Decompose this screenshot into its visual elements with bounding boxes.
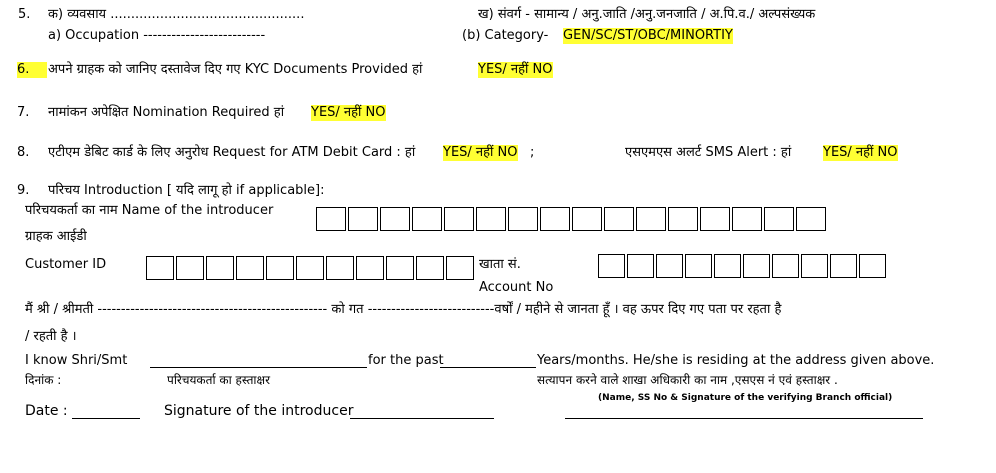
- introduction-label: परिचय Introduction [ यदि लागू हो if applicable]:: [48, 183, 325, 198]
- verifier-label: (Name, SS No & Signature of the verifying Branch official): [598, 393, 893, 403]
- item-number-8: 8.: [17, 145, 30, 160]
- introducer-signature-label: Signature of the introducer: [164, 403, 354, 419]
- account-no-label-hindi: खाता सं.: [479, 257, 521, 272]
- declaration-hindi-line-1: मैं श्री / श्रीमती ------------------------------------------------- को गत ---------------------------वर्षों / महीने से जानता हूँ । वह ऊपर दिए गए पता पर रहता है: [25, 302, 782, 317]
- occupation-label-hindi: क) व्यवसाय ...............................................: [48, 7, 305, 22]
- duration-line[interactable]: [440, 367, 536, 368]
- introducer-name-field[interactable]: [316, 207, 828, 231]
- nomination-label: नामांकन अपेक्षित Nomination Required हां: [48, 105, 285, 120]
- customer-id-label: Customer ID: [25, 257, 107, 272]
- account-no-label: Account No: [479, 280, 554, 295]
- item-number-9: 9.: [17, 183, 30, 198]
- date-label: Date :: [25, 403, 68, 419]
- occupation-label: a) Occupation --------------------------: [48, 28, 266, 43]
- date-line[interactable]: [72, 418, 140, 419]
- category-options[interactable]: GEN/SC/ST/OBC/MINORTIY: [563, 28, 733, 43]
- kyc-yes-no-options[interactable]: YES/ नहीं NO: [478, 62, 553, 77]
- customer-id-field[interactable]: [146, 256, 476, 280]
- sms-alert-label: एसएमएस अलर्ट SMS Alert : हां: [625, 145, 792, 160]
- category-label: (b) Category-: [462, 28, 549, 43]
- declaration-hindi-line-2: / रहती है ।: [25, 329, 77, 344]
- verifier-label-hindi: सत्यापन करने वाले शाखा अधिकारी का नाम ,एसएस नं एवं हस्ताक्षर .: [537, 373, 838, 387]
- atm-semicolon: ;: [530, 145, 535, 160]
- introducer-signature-line[interactable]: [350, 418, 494, 419]
- category-label-hindi: ख) संवर्ग - सामान्य / अनु.जाति /अनु.जनजाति / अ.पि.व./ अल्पसंख्यक: [478, 7, 816, 22]
- introducee-name-line[interactable]: [150, 367, 367, 368]
- declaration-prefix: I know Shri/Smt: [25, 353, 128, 368]
- item-number-7: 7.: [17, 105, 30, 120]
- date-label-hindi: दिनांक :: [25, 373, 62, 387]
- item-number-5: 5.: [18, 7, 31, 22]
- account-no-field[interactable]: [598, 254, 888, 278]
- customer-id-label-hindi: ग्राहक आईडी: [25, 229, 87, 244]
- nomination-yes-no-options[interactable]: YES/ नहीं NO: [311, 105, 386, 120]
- introducer-signature-label-hindi: परिचयकर्ता का हस्ताक्षर: [167, 373, 271, 387]
- declaration-for-the-past: for the past: [368, 353, 444, 368]
- introducer-name-label: परिचयकर्ता का नाम Name of the introducer: [25, 203, 274, 218]
- kyc-documents-label: अपने ग्राहक को जानिए दस्तावेज दिए गए KYC Documents Provided हां: [48, 62, 423, 77]
- atm-yes-no-options[interactable]: YES/ नहीं NO: [443, 145, 518, 160]
- item-number-6: 6.: [17, 62, 47, 78]
- atm-card-label: एटीएम डेबिट कार्ड के लिए अनुरोध Request for ATM Debit Card : हां: [48, 145, 416, 160]
- sms-yes-no-options[interactable]: YES/ नहीं NO: [823, 145, 898, 160]
- declaration-suffix: Years/months. He/she is residing at the address given above.: [537, 353, 935, 368]
- verifier-signature-line[interactable]: [565, 418, 923, 419]
